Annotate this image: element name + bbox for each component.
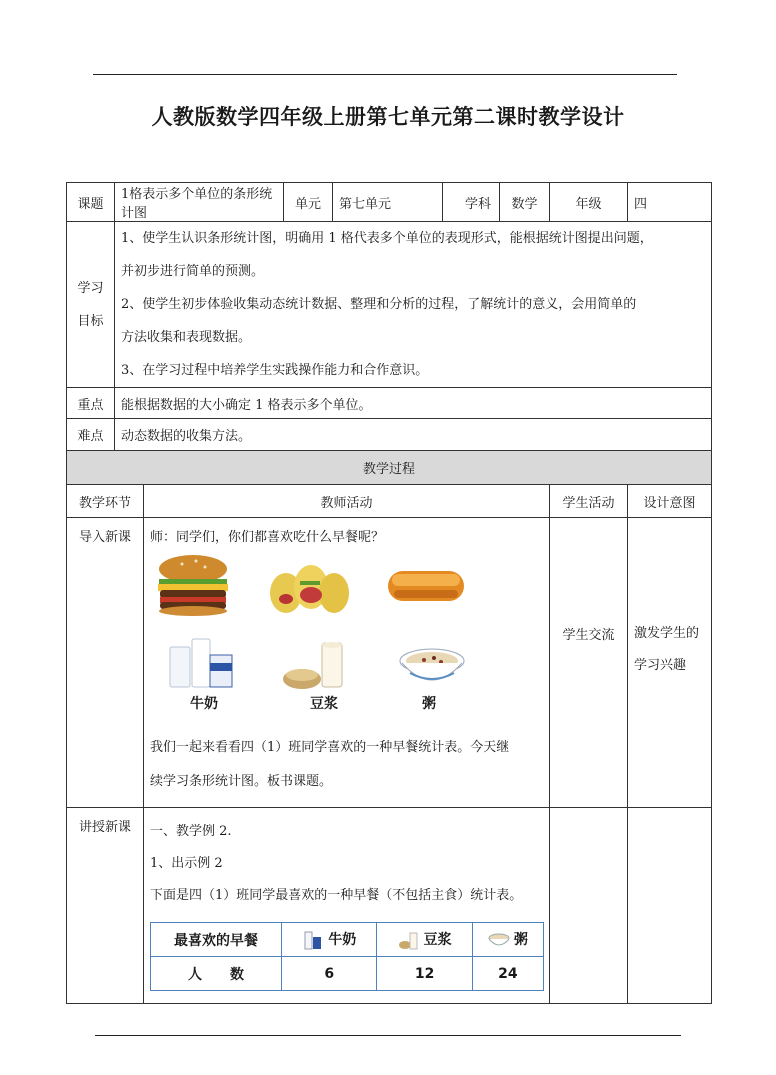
breakfast-row-label: 人 数 (151, 957, 282, 991)
milk-icon (302, 929, 324, 951)
soy-milk-image (280, 633, 352, 693)
porridge-label: 粥 (422, 696, 436, 712)
process-header: 教学过程 (67, 451, 712, 485)
info-row (67, 183, 712, 222)
lesson-table (66, 182, 712, 1004)
topic-value: 1格表示多个单位的条形统计图 (115, 183, 284, 222)
new-lesson-stage: 讲授新课 (67, 808, 144, 1004)
header-rule (93, 74, 677, 75)
porridge-icon (488, 929, 510, 951)
porridge-image (396, 633, 468, 693)
intro-intent: 激发学生的学习兴趣 (628, 518, 712, 808)
breakfast-header-label: 最喜欢的早餐 (151, 923, 282, 957)
burger-image (150, 553, 236, 617)
breakfast-table (150, 922, 544, 991)
drink-images (150, 631, 543, 693)
goal-line: 2、使学生初步体验收集动态统计数据、整理和分析的过程，了解统计的意义，会用简单的 (121, 297, 637, 312)
new-lesson-text (150, 816, 543, 912)
col-student: 学生活动 (550, 485, 628, 518)
topic-label: 课题 (67, 183, 115, 222)
breakfast-item-soy: 豆浆 (377, 923, 472, 957)
col-intent: 设计意图 (628, 485, 712, 518)
intro-row (67, 518, 712, 808)
count-milk: 6 (282, 957, 377, 991)
column-header-row (67, 485, 712, 518)
footer-rule (95, 1035, 681, 1036)
count-soy: 12 (377, 957, 472, 991)
goals-row (67, 222, 712, 388)
intro-student: 学生交流 (550, 518, 628, 808)
process-header-row (67, 451, 712, 485)
grade-value: 四 (628, 183, 712, 222)
intro-body (150, 731, 543, 799)
difficulty-text: 动态数据的收集方法。 (115, 419, 712, 451)
intro-question: 师：同学们，你们都喜欢吃什么早餐呢？ (150, 530, 385, 545)
new-lesson-student (550, 808, 628, 1004)
goal-line: 并初步进行简单的预测。 (121, 264, 265, 279)
egg-roll-image (266, 553, 352, 617)
key-point-row (67, 388, 712, 419)
soy-milk-label: 豆浆 (310, 696, 338, 712)
milk-image (164, 633, 236, 693)
subject-label: 学科 (443, 183, 500, 222)
subject-value: 数学 (500, 183, 550, 222)
goals-label: 学习 目标 (67, 222, 115, 388)
goal-line: 1、使学生认识条形统计图，明确用 1 格代表多个单位的表现形式，能根据统计图提出问题， (121, 231, 653, 246)
breakfast-item-porridge: 粥 (472, 923, 543, 957)
new-lesson-intent (628, 808, 712, 1004)
count-porridge: 24 (472, 957, 543, 991)
intro-stage: 导入新课 (67, 518, 144, 808)
grade-label: 年级 (550, 183, 628, 222)
key-point-label: 重点 (67, 388, 115, 419)
breakfast-item-milk: 牛奶 (282, 923, 377, 957)
intro-body-line: 我们一起来看看四（1）班同学喜欢的一种早餐统计表。今天继 (150, 740, 510, 755)
milk-label: 牛奶 (190, 696, 218, 712)
page-title: 人教版数学四年级上册第七单元第二课时教学设计 (151, 105, 625, 129)
new-lesson-content (144, 808, 550, 1004)
key-point-text: 能根据数据的大小确定 1 格表示多个单位。 (115, 388, 712, 419)
new-lesson-line: 下面是四（1）班同学最喜欢的一种早餐（不包括主食）统计表。 (150, 888, 523, 903)
new-lesson-line: 1、出示例 2 (150, 856, 223, 871)
fried-dough-image (382, 553, 468, 617)
goals-text (115, 222, 712, 388)
goal-line: 3、在学习过程中培养学生实践操作能力和合作意识。 (121, 363, 429, 378)
unit-label: 单元 (284, 183, 333, 222)
intro-body-line: 续学习条形统计图。板书课题。 (150, 774, 333, 789)
col-stage: 教学环节 (67, 485, 144, 518)
col-teacher: 教师活动 (144, 485, 550, 518)
breakfast-count-row (151, 957, 544, 991)
soy-milk-icon (398, 929, 420, 951)
new-lesson-line: 一、教学例 2. (150, 824, 232, 839)
difficulty-label: 难点 (67, 419, 115, 451)
drink-labels (150, 693, 543, 717)
difficulty-row (67, 419, 712, 451)
intro-content (144, 518, 550, 808)
new-lesson-row (67, 808, 712, 1004)
goal-line: 方法收集和表现数据。 (121, 330, 252, 345)
unit-value: 第七单元 (333, 183, 443, 222)
food-images (150, 545, 543, 625)
breakfast-header-row (151, 923, 544, 957)
